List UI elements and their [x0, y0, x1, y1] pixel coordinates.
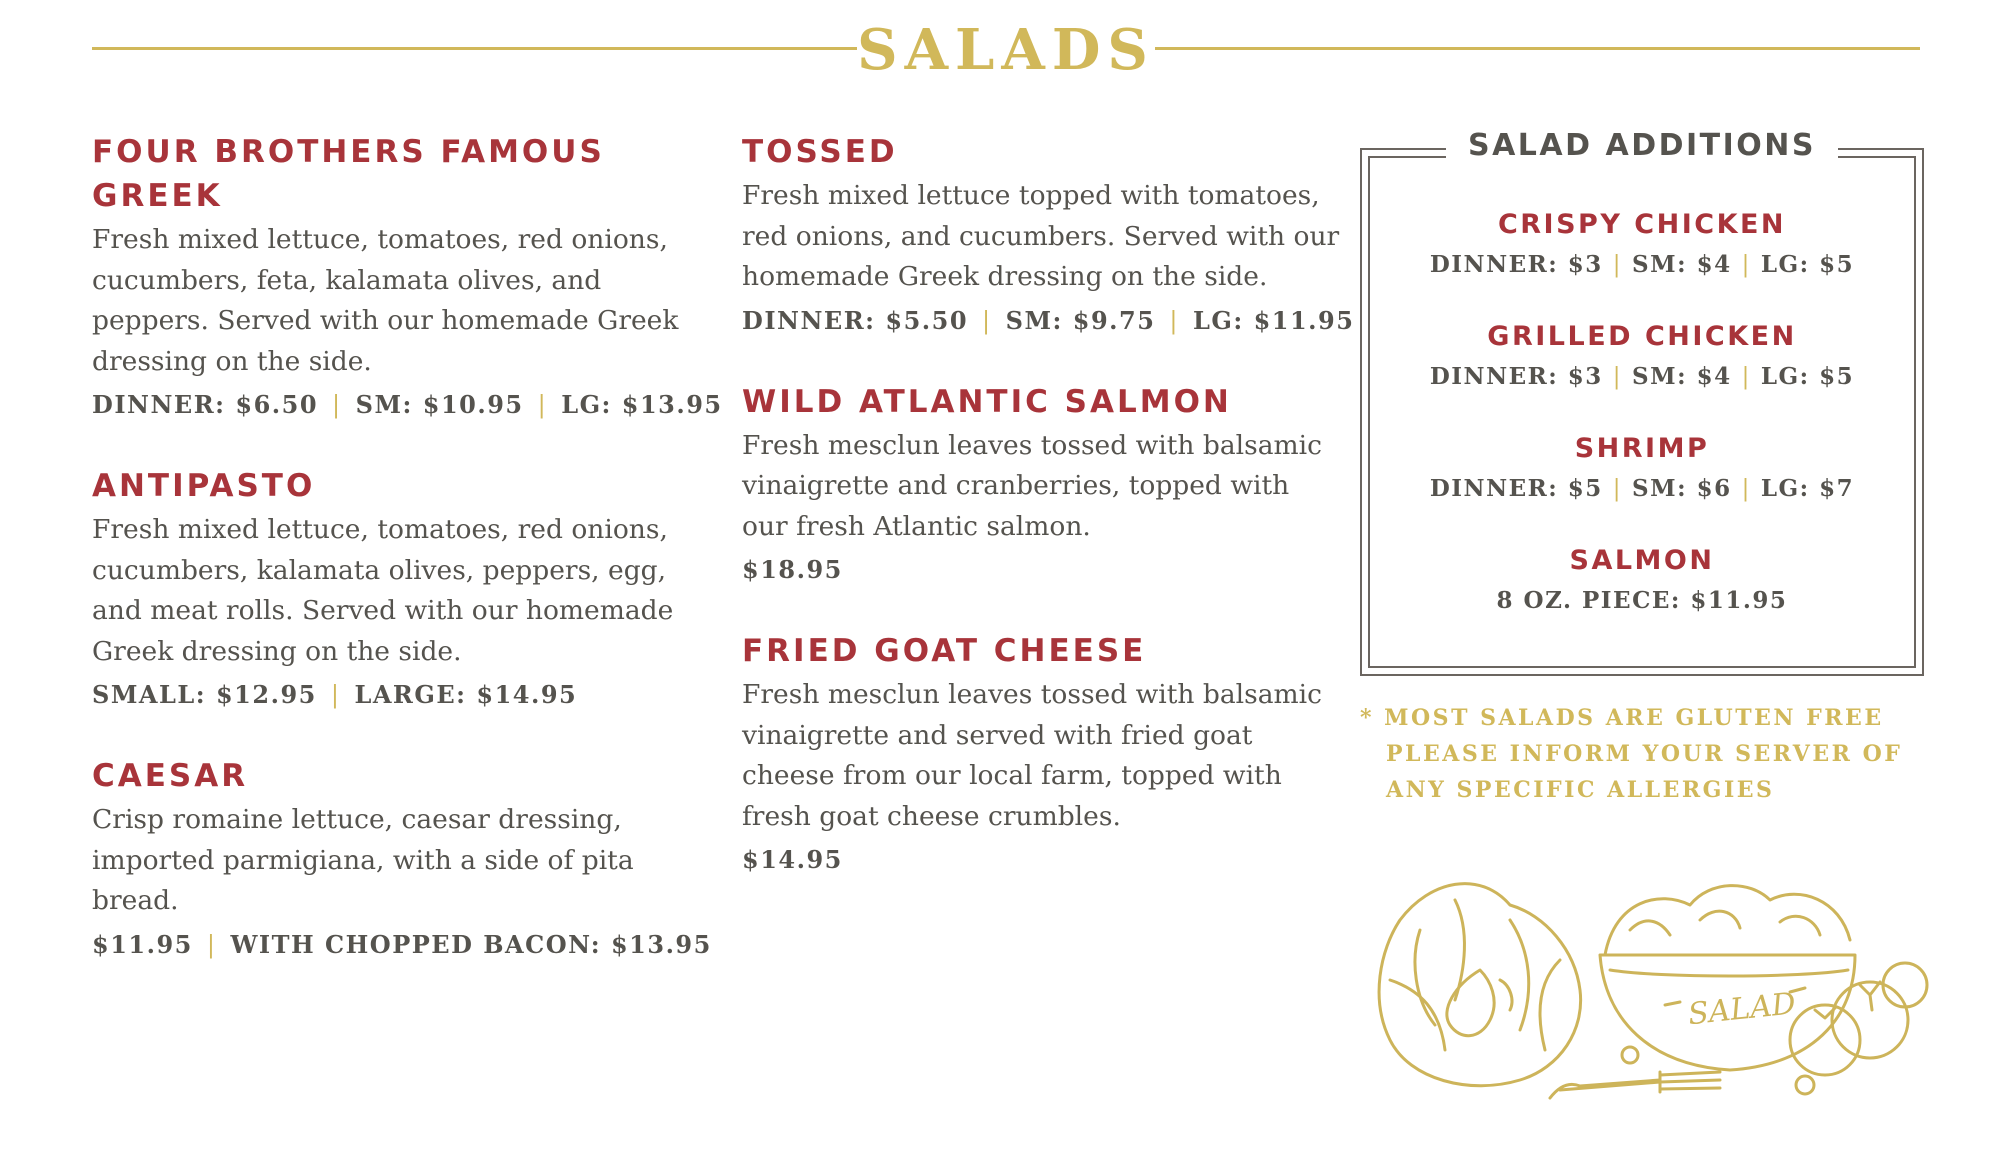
price: WITH CHOPPED BACON: $13.95 — [230, 929, 712, 959]
menu-item-prices — [742, 304, 1355, 338]
addition-salmon — [1362, 542, 1922, 618]
menu-item-greek — [92, 130, 722, 422]
allergy-note-line: * MOST SALADS ARE GLUTEN FREE — [1360, 705, 1884, 731]
menu-item-caesar — [92, 754, 722, 962]
addition-prices — [1362, 472, 1922, 506]
addition-name: SHRIMP — [1574, 433, 1710, 464]
price: SM: $10.95 — [355, 390, 524, 419]
price-separator: | — [1169, 306, 1179, 335]
price-separator: | — [1612, 252, 1622, 278]
price: $18.95 — [742, 555, 843, 584]
fork-icon — [1550, 1072, 1720, 1098]
addition-name: GRILLED CHICKEN — [1487, 321, 1797, 352]
price: SM: $4 — [1632, 363, 1732, 390]
addition-name: SALMON — [1569, 545, 1715, 576]
menu-item-fried-goat-cheese — [742, 629, 1342, 877]
menu-item-wild-atlantic-salmon — [742, 380, 1342, 588]
menu-item-name: TOSSED — [742, 134, 898, 170]
menu-item-description: Fresh mesclun leaves tossed with balsamic vinaigrette and served with fried goat cheese from our local farm, topped with fresh goat cheese crumbles. — [742, 679, 1322, 832]
price-separator: | — [1741, 252, 1751, 278]
addition-prices — [1362, 248, 1922, 282]
menu-item-antipasto — [92, 464, 722, 712]
price: $14.95 — [742, 845, 843, 874]
price: LG: $5 — [1760, 251, 1855, 278]
price: SM: $9.75 — [1005, 305, 1156, 335]
section-header — [92, 10, 1920, 90]
price: LG: $13.95 — [561, 390, 723, 419]
price-separator: | — [330, 681, 341, 709]
menu-item-name: ANTIPASTO — [92, 468, 316, 504]
addition-name: CRISPY CHICKEN — [1497, 209, 1787, 240]
allergy-note — [1360, 700, 1920, 808]
bowl-label: SALAD — [1686, 986, 1798, 1033]
menu-item-description: Fresh mixed lettuce topped with tomatoes, red onions, and cucumbers. Served with our homemade Greek dressing on the side. — [742, 180, 1340, 292]
menu-column-1 — [92, 130, 722, 1004]
menu-item-tossed — [742, 130, 1355, 338]
price: LG: $7 — [1760, 475, 1855, 502]
menu-item-name: FOUR BROTHERS FAMOUS GREEK — [92, 134, 605, 214]
price: SMALL: $12.95 — [92, 680, 317, 709]
menu-column-2 — [742, 130, 1355, 919]
price: LARGE: $14.95 — [354, 680, 578, 709]
price: LG: $11.95 — [1192, 305, 1355, 335]
allergy-note-line: ANY SPECIFIC ALLERGIES — [1386, 777, 1775, 803]
menu-item-prices — [92, 928, 722, 962]
menu-item-name: FRIED GOAT CHEESE — [742, 633, 1147, 669]
price-separator: | — [1741, 364, 1751, 390]
price: LG: $5 — [1760, 363, 1855, 390]
price: DINNER: $6.50 — [92, 390, 319, 419]
price: DINNER: $5.50 — [742, 305, 969, 335]
addition-grilled-chicken — [1362, 318, 1922, 394]
price: DINNER: $5 — [1429, 475, 1603, 502]
addition-crispy-chicken — [1362, 206, 1922, 282]
menu-item-name: CAESAR — [92, 758, 249, 794]
tomato-icon — [1790, 963, 1927, 1075]
salad-bowl-icon — [1600, 886, 1855, 1070]
price-separator: | — [1612, 364, 1622, 390]
lettuce-icon — [1379, 884, 1581, 1086]
menu-item-prices — [742, 553, 1342, 587]
menu-item-description: Crisp romaine lettuce, caesar dressing, imported parmigiana, with a side of pita bread. — [92, 804, 634, 916]
header-rule-right — [1155, 47, 1920, 50]
addition-shrimp — [1362, 430, 1922, 506]
price-separator: | — [982, 306, 992, 335]
salad-additions-title — [1362, 128, 1922, 163]
allergy-note-line: PLEASE INFORM YOUR SERVER OF — [1386, 741, 1903, 767]
menu-item-description: Fresh mixed lettuce, tomatoes, red onions, cucumbers, feta, kalamata olives, and peppers. Served with our homemade Greek dressing on the side. — [92, 224, 679, 377]
price: SM: $4 — [1632, 251, 1732, 278]
price-separator: | — [537, 391, 548, 419]
price-separator: | — [1612, 476, 1622, 502]
price: 8 OZ. PIECE: $11.95 — [1496, 587, 1788, 614]
menu-item-description: Fresh mesclun leaves tossed with balsamic vinaigrette and cranberries, topped with our fresh Atlantic salmon. — [742, 429, 1322, 542]
menu-item-description: Fresh mixed lettuce, tomatoes, red onions, cucumbers, kalamata olives, peppers, egg, and meat rolls. Served with our homemade Greek dressing on the side. — [92, 514, 674, 667]
price: DINNER: $3 — [1429, 251, 1603, 278]
salad-additions-box — [1360, 128, 1924, 676]
menu-item-name: WILD ATLANTIC SALMON — [742, 383, 1232, 420]
price: SM: $6 — [1632, 475, 1732, 502]
salad-additions-title-text: SALAD ADDITIONS — [1446, 128, 1838, 163]
menu-item-prices — [742, 843, 1342, 877]
salad-illustration-icon — [1360, 860, 1940, 1120]
price: DINNER: $3 — [1429, 363, 1603, 390]
menu-item-prices — [92, 678, 722, 712]
addition-prices — [1362, 360, 1922, 394]
price-separator: | — [332, 391, 342, 419]
price: $11.95 — [92, 929, 193, 959]
salad-additions-list — [1362, 206, 1922, 654]
menu-item-prices — [92, 388, 722, 422]
addition-prices — [1362, 584, 1922, 618]
price-separator: | — [1741, 476, 1751, 502]
price-separator: | — [206, 930, 217, 959]
section-title: SALADS — [857, 17, 1155, 83]
